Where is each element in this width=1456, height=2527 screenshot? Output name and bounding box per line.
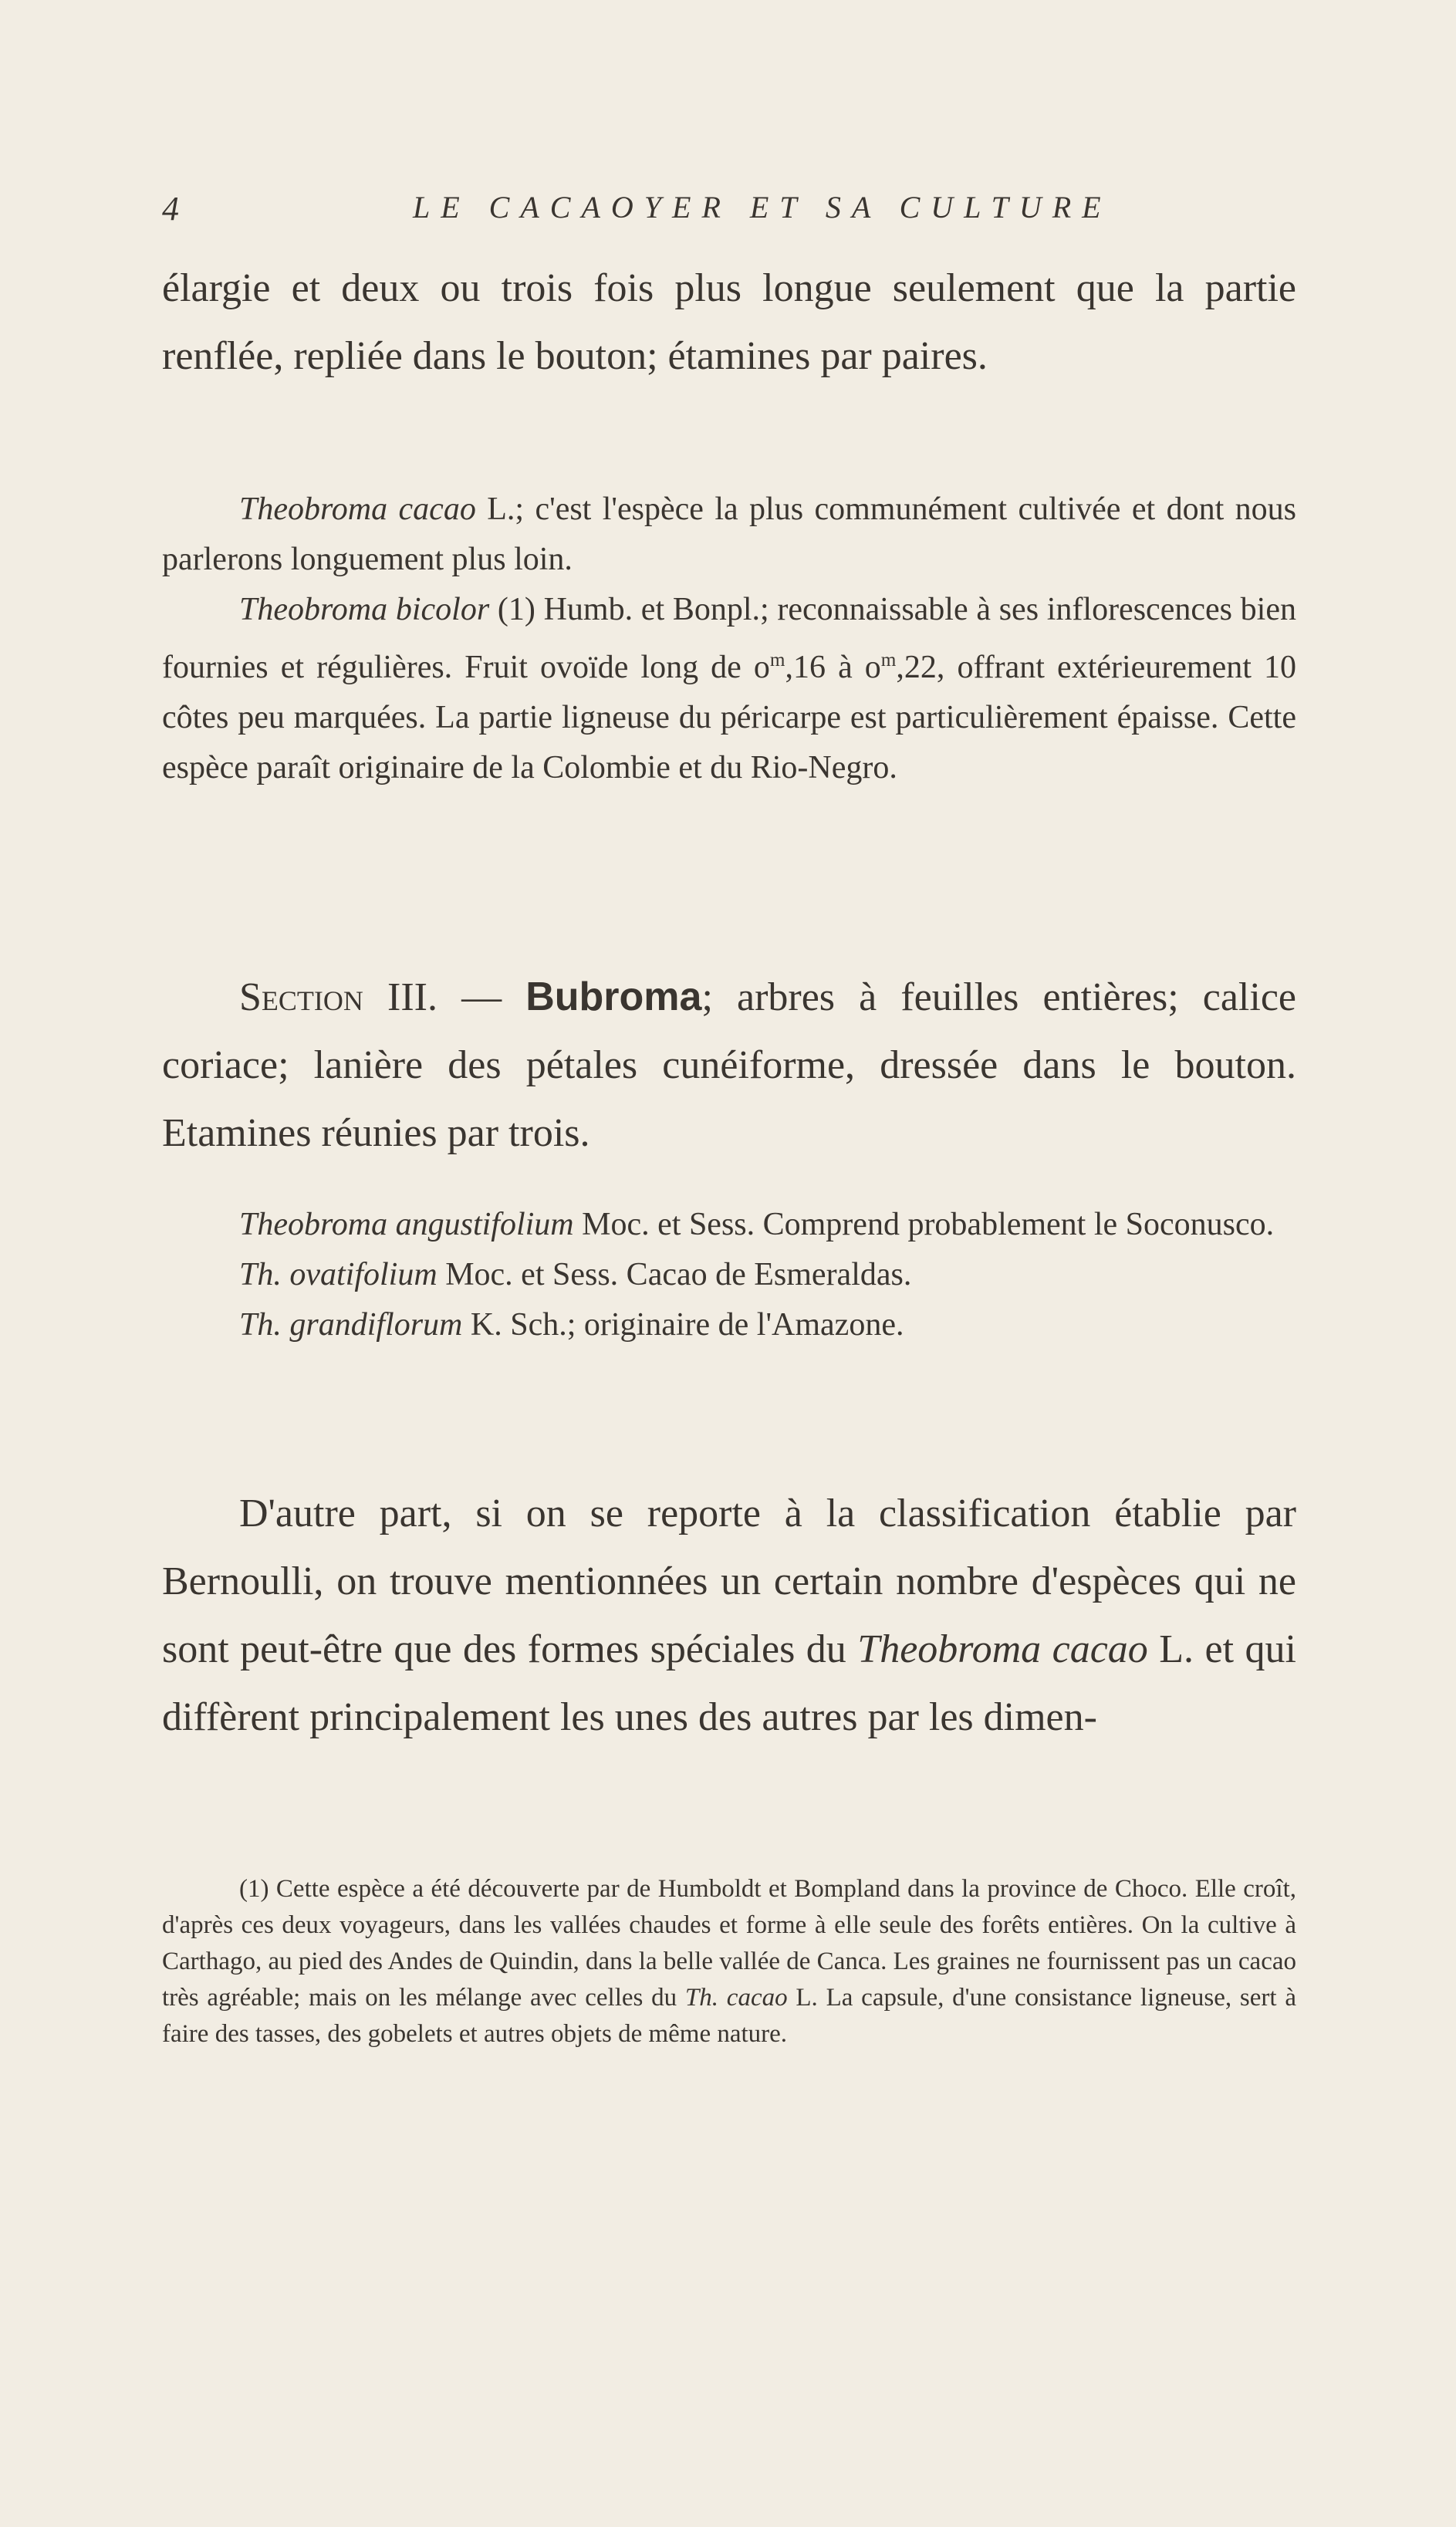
species-entry: [162, 585, 1296, 793]
section-label: Section: [239, 975, 363, 1019]
unit-superscript: m: [880, 650, 897, 671]
footnote-text: L. La capsule, d'une consistance ligneuse, sert à faire des tasses, des gobelets et autres objets de même nature.: [162, 1984, 1296, 2048]
species-description: ,16 à o: [785, 650, 881, 685]
page-header: [162, 189, 1304, 235]
paragraph-text: D'autre part, si on se reporte à la classification établie par Bernoulli, on trouve mentionnées un certain nombre d'espèces qui ne sont peut-être que des formes spéciales du: [162, 1492, 1296, 1671]
species-entry: [162, 1250, 1296, 1300]
unit-superscript: m: [769, 650, 785, 671]
species-description: (1) Humb. et Bonpl.; reconnaissable à ses inflorescences bien fournies et régulières. Fruit ovoïde long de o: [162, 592, 1296, 685]
species-name: Th. grandiflorum: [239, 1307, 463, 1343]
section-heading-paragraph: [162, 963, 1296, 1167]
species-name: Theobroma cacao: [239, 492, 476, 527]
species-description: L.; c'est l'espèce la plus communément cultivée et dont nous parlerons longuement plus loin.: [162, 492, 1296, 577]
species-entry: [162, 1200, 1296, 1250]
running-title: LE CACAOYER ET SA CULTURE: [413, 190, 1112, 225]
section-description: ; arbres à feuilles entières; calice coriace; lanière des pétales cunéiforme, dressée dans le bouton. Etamines réunies par trois.: [162, 975, 1296, 1155]
body-paragraph: [162, 1480, 1296, 1752]
page-number: 4: [162, 190, 179, 228]
species-list-section-2: [162, 485, 1296, 793]
genus-name: Bubroma: [525, 975, 702, 1019]
paragraph-text: L. et qui diffèrent principalement les unes des autres par les dimen-: [162, 1627, 1296, 1739]
species-entry: [162, 485, 1296, 585]
species-name: Theobroma angustifolium: [239, 1207, 574, 1242]
paragraph-continuation: élargie et deux ou trois fois plus longue seulement que la partie renflée, repliée dans le bouton; étamines par paires.: [162, 266, 1296, 378]
species-name: Th. ovatifolium: [239, 1257, 437, 1292]
species-description: Moc. et Sess. Comprend probablement le Soconusco.: [573, 1207, 1275, 1242]
section-number: III. —: [363, 975, 526, 1019]
footnote-text: (1) Cette espèce a été découverte par de Humboldt et Bompland dans la province de Choco. Elle croît, d'après ces deux voyageurs, dans les vallées chaudes et forme à elle seule des forêts entières. On la cultive à Carthago, au pied des Andes de Quindin, dans la belle vallée de Canca. Les graines ne fournissent pas un cacao très agréable; mais on les mélange avec celles du: [162, 1875, 1296, 2012]
species-list-section-3: [162, 1200, 1296, 1350]
species-name: Theobroma bicolor: [239, 592, 490, 627]
footnote: [162, 1871, 1296, 2052]
species-entry: [162, 1300, 1296, 1350]
species-description: Moc. et Sess. Cacao de Esmeraldas.: [437, 1257, 912, 1292]
species-name: Theobroma cacao: [857, 1627, 1148, 1671]
species-description: ,22, offrant extérieurement 10 côtes peu marquées. La partie ligneuse du péricarpe est particulièrement épaisse. Cette espèce paraît originaire de la Colombie et du Rio-Negro.: [162, 650, 1296, 785]
species-name: Th. cacao: [684, 1984, 788, 2012]
species-description: K. Sch.; originaire de l'Amazone.: [462, 1307, 904, 1343]
